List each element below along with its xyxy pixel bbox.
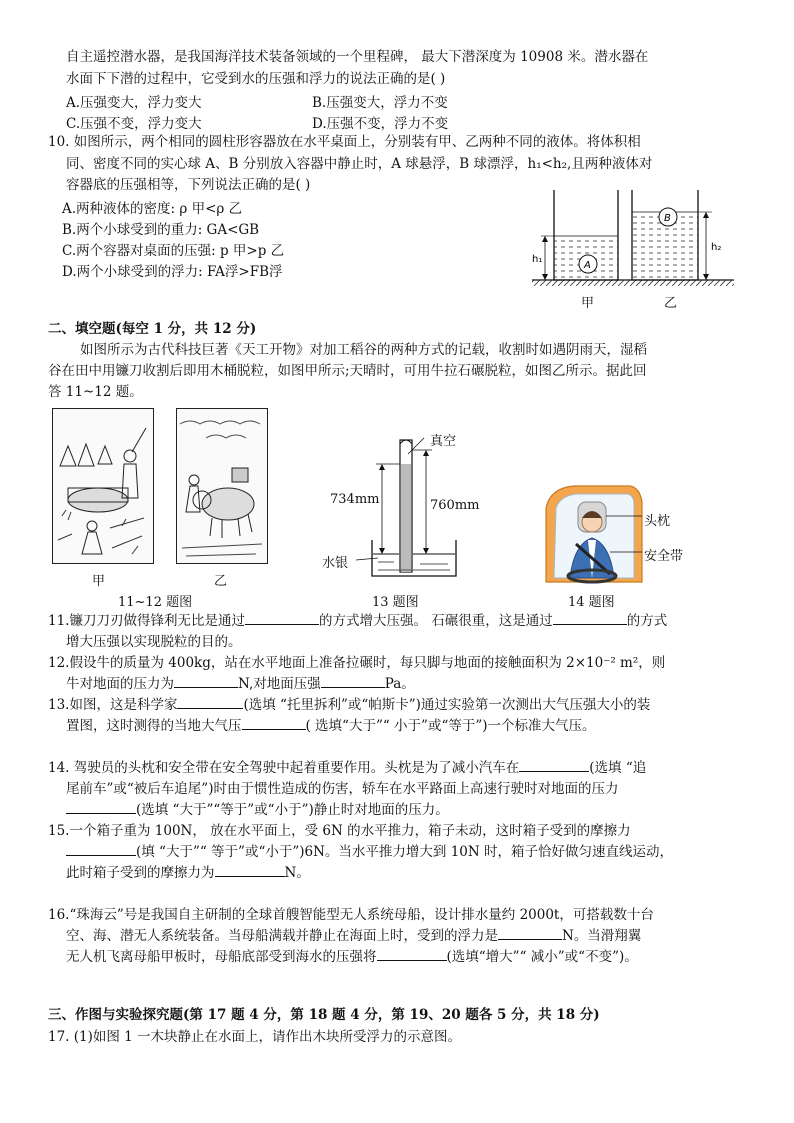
h1-label: h₁ bbox=[532, 254, 543, 265]
q9-option-c: C.压强不变，浮力变大 bbox=[66, 116, 202, 132]
q10-line-1: 10. 如图所示，两个相同的圆柱形容器放在水平桌面上，分别装有甲、乙两种不同的液体。将体积相 bbox=[48, 134, 641, 150]
q14-line-2: 尾前车”或“被后车追尾”)时由于惯性造成的伤害，轿车在水平路面上高速行驶时对地面的压力 bbox=[66, 781, 619, 797]
q15-blank-2[interactable] bbox=[215, 864, 285, 877]
q16-blank-1[interactable] bbox=[498, 927, 562, 940]
q14-line-3: (选填 “大于”“等于”或“小于”)静止时对地面的压力。 bbox=[66, 801, 449, 819]
figure-11-12-caption: 11~12 题图 bbox=[118, 595, 193, 610]
q13-blank-1[interactable] bbox=[177, 696, 243, 709]
q13-line-2: 置图，这时测得的当地大气压 ( 选填“大于”“ 小于”或“等于”)一个标准大气压。 bbox=[66, 718, 596, 734]
q15-line-1: 15.一个箱子重为 100N， 放在水平面上，受 6N 的水平推力，箱子未动，这时箱子受到的摩擦力 bbox=[48, 823, 631, 839]
q11-line-2: 增大压强以实现脱粒的目的。 bbox=[66, 634, 242, 650]
q17-line-1: 17. (1)如图 1 一木块静止在水面上，请作出木块所受浮力的示意图。 bbox=[48, 1029, 462, 1045]
ball-a-label: A bbox=[584, 260, 591, 271]
q11-line-1: 11.镰刀刀刃做得锋利无比是通过 的方式增大压强。 石碾很重，这是通过 的方式 bbox=[48, 613, 668, 629]
mercury-label: 水银 bbox=[322, 556, 349, 571]
figure-13-caption: 13 题图 bbox=[372, 595, 419, 610]
section-2-para-1: 如图所示为古代科技巨著《天工开物》对加工稻谷的两种方式的记载，收割时如遇阴雨天，湿稻 bbox=[80, 342, 647, 358]
q10-option-a: A.两种液体的密度: ρ 甲<ρ 乙 bbox=[62, 201, 243, 217]
q10-option-b: B.两个小球受到的重力: GA<GB bbox=[62, 222, 260, 238]
height-760-label: 760mm bbox=[430, 498, 480, 513]
q12-blank-1[interactable] bbox=[174, 675, 238, 688]
figure-yi-label: 乙 bbox=[214, 574, 228, 589]
q15-line-2: (填 “大于”“ 等于”或“小于”)6N。当水平推力增大到 10N 时，箱子恰好做匀速直线运动， bbox=[66, 843, 673, 861]
section-2-para-3: 答 11~12 题。 bbox=[48, 384, 143, 400]
q15-blank-1[interactable] bbox=[66, 843, 136, 856]
q16-line-2: 空、海、潜无人系统装备。当母船满载并静止在海面上时，受到的浮力是 N。当滑翔翼 bbox=[66, 928, 642, 944]
ball-b-label: B bbox=[664, 213, 671, 224]
car-driver-figure bbox=[544, 478, 644, 584]
q12-line-1: 12.假设牛的质量为 400kg，站在水平地面上准备拉碾时，每只脚与地面的接触面积为 2×10⁻² m²，则 bbox=[48, 655, 666, 671]
q13-line-1: 13.如图，这是科学家 (选填 “托里拆利”或“帕斯卡”)通过实验第一次测出大气压强大小的装 bbox=[48, 697, 651, 713]
q10-container-figure bbox=[528, 190, 738, 310]
container-jia-label: 甲 bbox=[581, 296, 595, 311]
q10-option-c: C.两个容器对桌面的压强: p 甲>p 乙 bbox=[62, 243, 285, 259]
figure-14-caption: 14 题图 bbox=[568, 595, 615, 610]
q16-line-1: 16.“珠海云”号是我国自主研制的全球首艘智能型无人系统母船，设计排水量约 2000t，可搭载数十台 bbox=[48, 907, 654, 923]
vacuum-label: 真空 bbox=[430, 434, 457, 449]
ancient-threshing-image-yi bbox=[176, 408, 268, 564]
figure-jia-label: 甲 bbox=[92, 574, 106, 589]
section-3-title: 三、作图与实验探究题(第 17 题 4 分，第 18 题 4 分，第 19、20 题各 5 分，共 18 分) bbox=[48, 1007, 600, 1023]
q10-line-2: 同、密度不同的实心球 A、B 分别放入容器中静止时，A 球悬浮，B 球漂浮，h₁<h₂,且两种液体对 bbox=[66, 156, 653, 172]
q12-line-2: 牛对地面的压力为 N,对地面压强 Pa。 bbox=[66, 676, 415, 692]
headrest-label: 头枕 bbox=[644, 514, 671, 529]
q14-blank-2[interactable] bbox=[66, 801, 136, 814]
q12-blank-2[interactable] bbox=[321, 675, 385, 688]
q14-line-1: 14. 驾驶员的头枕和安全带在安全驾驶中起着重要作用。头枕是为了减小汽车在 (选填 “追 bbox=[48, 760, 647, 776]
q16-line-3: 无人机飞离母船甲板时，母船底部受到海水的压强将 (选填“增大”“ 减小”或“不变”)。 bbox=[66, 949, 638, 965]
q9-option-a: A.压强变大，浮力变大 bbox=[66, 95, 202, 111]
q9-option-b: B.压强变大，浮力不变 bbox=[312, 95, 448, 111]
q13-blank-2[interactable] bbox=[242, 717, 306, 730]
q14-blank-1[interactable] bbox=[519, 759, 589, 772]
q9-line-1: 自主遥控潜水器，是我国海洋技术装备领域的一个里程碑， 最大下潜深度为 10908 米。潜水器在 bbox=[66, 49, 649, 65]
q16-blank-2[interactable] bbox=[377, 948, 447, 961]
container-yi-label: 乙 bbox=[664, 296, 678, 311]
seatbelt-label: 安全带 bbox=[644, 549, 684, 564]
q10-option-d: D.两个小球受到的浮力: FA浮>FB浮 bbox=[62, 264, 283, 280]
q11-blank-2[interactable] bbox=[553, 612, 627, 625]
height-734-label: 734mm bbox=[330, 492, 380, 507]
q10-line-3: 容器底的压强相等，下列说法正确的是( ) bbox=[66, 177, 311, 193]
h2-label: h₂ bbox=[711, 242, 722, 253]
ancient-threshing-image-jia bbox=[52, 408, 154, 564]
q9-line-2: 水面下下潜的过程中，它受到水的压强和浮力的说法正确的是( ) bbox=[66, 71, 446, 87]
section-2-para-2: 谷在田中用镰刀收割后即用木桶脱粒，如图甲所示;天晴时，可用牛拉石碾脱粒，如图乙所示。据此回 bbox=[48, 363, 647, 379]
section-2-title: 二、填空题(每空 1 分，共 12 分) bbox=[48, 321, 257, 337]
q11-blank-1[interactable] bbox=[245, 612, 319, 625]
q9-option-d: D.压强不变，浮力不变 bbox=[312, 116, 449, 132]
q15-line-3: 此时箱子受到的摩擦力为 N。 bbox=[66, 865, 310, 881]
